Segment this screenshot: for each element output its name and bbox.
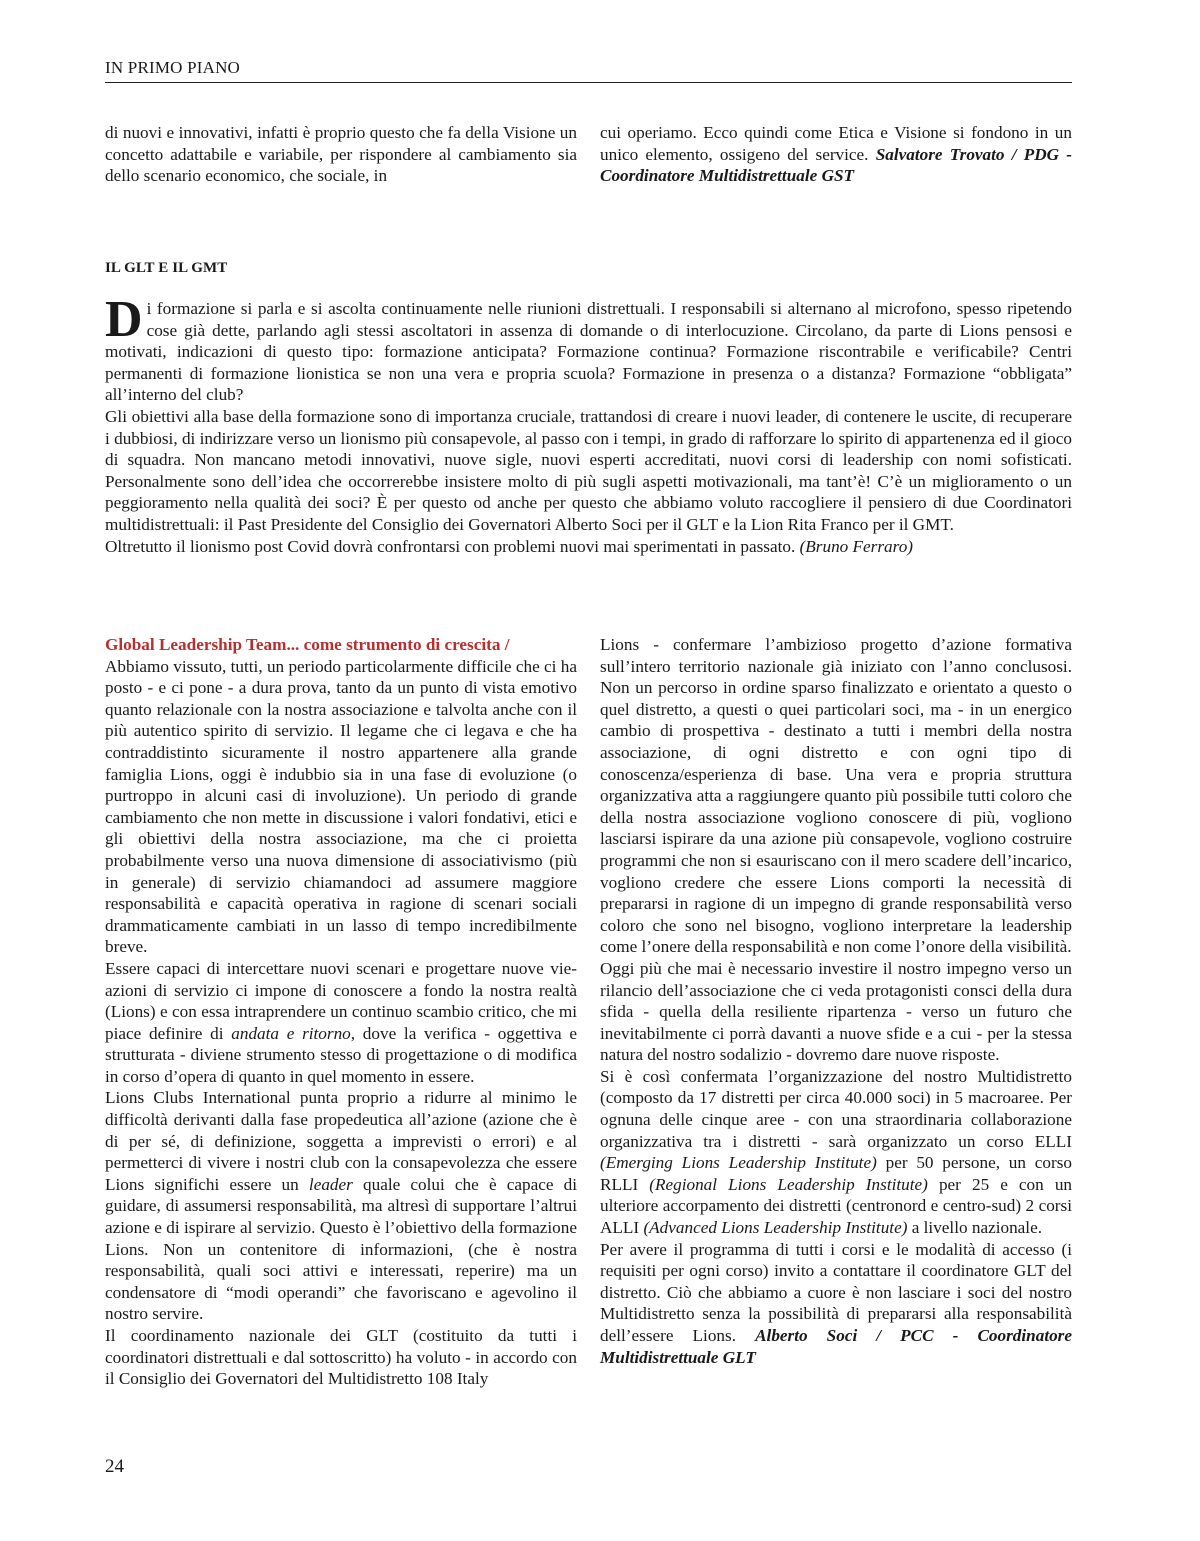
article-left-p3-text-b: quale colui che è capace di guidare, di assumersi responsabilità, ma altresì di supportare l’altrui azione e di ispirare al servizio. Questo è l’obiettivo della formazione Lions. Non un contenitore di informazioni, (che è nostra responsabilità, quali soci attivi e interessati, reperire) ma un condensatore di “modi operandi” che favoriscano e agevolino il nostro servire.	[105, 1174, 578, 1324]
intro-paragraph-3	[105, 536, 1072, 558]
intro-paragraph-1-text: i formazione si parla e si ascolta continuamente nelle riunioni distrettuali. I responsabili si alternano al microfono, spesso ripetendo cose già dette, parlando agli stessi ascoltatori in assenza di domande o di interlocuzione. Circolano, da parte di Lions pensosi e motivati, indicazioni di questo tipo: formazione anticipata? Formazione continua? Formazione riscontrabile e verificabile? Centri permanenti di formazione lionistica se non una vera e propria scuola? Formazione in presenza o a distanza? Formazione “obbligata” all’interno del club?	[105, 299, 1072, 405]
header-rule	[105, 82, 1072, 83]
article-right-paragraph-3	[600, 1066, 1072, 1239]
article-right-paragraph-4	[600, 1239, 1072, 1369]
article-left-p2-text-b: , dove la verifica - oggettiva e strutturata - diviene strumento stesso di progettazione o di modifica in corso d’opera di quanto in quel momento in essere.	[105, 1023, 578, 1086]
top-right-text: cui operiamo. Ecco quindi come Etica e Visione si fondono in un unico elemento, ossigeno del service.	[600, 123, 1072, 164]
article-right-p3-text-b: per 50 persone, un corso RLLI	[600, 1153, 1072, 1194]
article-right-signoff: Alberto Soci / PCC - Coordinatore Multidistrettuale GLT	[600, 1326, 1073, 1367]
page-number: 24	[105, 1456, 124, 1477]
top-left-column	[105, 122, 577, 187]
article-left-p2-italic: andata e ritorno	[231, 1023, 351, 1043]
article-right-paragraph-1: Lions - confermare l’ambizioso progetto d’azione formativa sull’intero territorio nazionale già iniziato con l’anno conclusosi. Non un percorso in ordine sparso finalizzato e orientato a questo o quel distretto, a questi o quei particolari soci, ma - in un energico cambio di prospettiva - destinato a tutti i membri della nostra associazione, di ogni distretto e con ogni tipo di conoscenza/esperienza di base. Una vera e propria struttura organizzativa atta a raggiungere quanto più possibile tutti coloro che della nostra associazione vogliono conoscere di più, vogliono lasciarsi ispirare da una azione più consapevole, vogliono costruire programmi che non si esauriscano con il mero scadere dell’incarico, vogliono credere che essere Lions comporti la necessità di prepararsi in ragione di un impegno di grande responsabilità verso coloro che sono nel bisogno, vogliono interpretare la leadership come l’onere della responsabilità e non come l’onore della visibilità.	[600, 635, 1072, 957]
article-left-column	[105, 634, 577, 1390]
article-right-p4-text: Per avere il programma di tutti i corsi e le modalità di accesso (i requisiti per ogni corso) invito a contattare il coordinatore GLT del distretto. Ciò che abbiamo a cuore è non lasciare i soci del nostro Multidistretto senza la possibilità di prepararsi alla responsabilità dell’essere Lions.	[600, 1239, 1072, 1345]
article-right-p3-italic-3: (Advanced Lions Leadership Institute)	[643, 1218, 908, 1238]
article-columns	[105, 634, 1072, 1390]
article-right-paragraph-2: Oggi più che mai è necessario investire il nostro impegno verso un rilancio dell’associazione che ci veda protagonisti consci della dura sfida - quella della resiliente ripartenza - verso un futuro che inevitabilmente ci porrà davanti a nuove sfide e a cui - per la stessa natura del nostro sodalizio - dovremo dare nuove risposte.	[600, 958, 1072, 1065]
article-right-p3-italic-1: (Emerging Lions Leadership Institute)	[600, 1153, 877, 1173]
article-left-paragraph-3	[105, 1087, 577, 1325]
intro-paragraph-2: Gli obiettivi alla base della formazione sono di importanza cruciale, trattandosi di creare i nuovi leader, di contenere le uscite, di recuperare i dubbiosi, di indirizzare verso un lionismo più consapevole, al passo con i tempi, in grado di rafforzare lo spirito di appartenenza ed il gioco di squadra. Non mancano metodi innovativi, nuove sigle, nuovi esperti accreditati, nuovi corsi di leadership con nomi sofisticati. Personalmente sono dell’idea che occorrerebbe insistere molto di più sugli aspetti motivazionali, ma tant’è! C’è un miglioramento o un peggioramento nella qualità dei soci? È per questo od anche per questo che abbiamo voluto raccogliere il pensiero di due Coordinatori multidistrettuali: il Past Presidente del Consiglio dei Governatori Alberto Soci per il GLT e la Lion Rita Franco per il GMT.	[105, 406, 1072, 534]
article-right-column	[600, 634, 1072, 1390]
article-right-p3-text-d: a livello nazionale.	[911, 1218, 1043, 1238]
article-title: Global Leadership Team... come strumento di crescita /	[105, 635, 510, 654]
magazine-page	[105, 0, 1072, 1541]
running-head: IN PRIMO PIANO	[105, 58, 241, 77]
article-right-p3-text-a: Si è così confermata l’organizzazione del nostro Multidistretto (composto da 17 distretti per circa 40.000 soci) in 5 macroaree. Per ognuna delle cinque aree - con una straordinaria collaborazione organizzativa tra i distretti - sarà organizzato un corso ELLI	[600, 1066, 1072, 1151]
intro-paragraph-3-text: Oltretutto il lionismo post Covid dovrà confrontarsi con problemi nuovi mai sperimentati in passato.	[105, 536, 796, 556]
top-right-column	[600, 122, 1072, 187]
top-right-paragraph	[600, 122, 1072, 187]
article-right-p3-italic-2: (Regional Lions Leadership Institute)	[649, 1174, 928, 1194]
article-right-p3-text-c: per 25 e con un ulteriore accorpamento dei distretti (centronord e centro-sud) 2 corsi ALLI	[600, 1174, 1073, 1238]
drop-cap: D	[105, 291, 143, 348]
article-left-paragraph-4: Il coordinamento nazionale dei GLT (costituito da tutti i coordinatori distrettuali e dal sottoscritto) ha voluto - in accordo con il Consiglio dei Governatori del Multidistretto 108 Italy	[105, 1326, 577, 1389]
article-left-paragraph-2	[105, 958, 577, 1088]
section-intro	[105, 291, 1072, 557]
top-left-paragraph: di nuovi e innovativi, infatti è proprio questo che fa della Visione un concetto adattabile e variabile, per rispondere al cambiamento sia dello scenario economico, che sociale, in	[105, 123, 577, 186]
article-left-p3-italic: leader	[308, 1174, 353, 1194]
article-left-p3-text-a: Lions Clubs International punta proprio a ridurre al minimo le difficoltà derivanti dalla fase propedeutica all’azione (azione che è di per sé, di definizione, soggetta a imprevisti o errori) e al permetterci di vivere i nostri club con la consapevolezza che essere Lions significhi essere un	[105, 1088, 577, 1194]
article-left-p2-text-a: Essere capaci di intercettare nuovi scenari e progettare nuove vie-azioni di servizio ci impone di conoscere a fondo la nostra realtà (Lions) e con essa intraprendere un continuo scambio critico, che mi piace definire di	[105, 958, 577, 1043]
article-left-paragraph-1: Abbiamo vissuto, tutti, un periodo particolarmente difficile che ci ha posto - e ci pone - a dura prova, tanto da un punto di vista emotivo quanto relazionale con la nostra associazione e talvolta anche con il più autentico spirito di servizio. Il legame che ci legava e che ha contraddistinto sicuramente il nostro appartenere alla grande famiglia Lions, oggi è indubbio sia in una fase di evoluzione (o purtroppo in alcuni casi di involuzione). Un periodo di grande cambiamento che non mette in discussione i valori fondativi, etici e gli obiettivi della nostra associazione, ma che ci proietta probabilmente verso una nuova dimensione di associativismo (più in generale) di servizio chiamandoci ad assumere maggiore responsabilità e capacità operativa in ragione di scenari sociali drammaticamente cambiati in un lasso di tempo incredibilmente breve.	[105, 656, 577, 957]
intro-paragraph-1	[105, 291, 1072, 406]
intro-author: (Bruno Ferraro)	[799, 536, 914, 556]
top-columns	[105, 122, 1072, 187]
top-right-signoff: Salvatore Trovato / PDG - Coordinatore Multidistrettuale GST	[600, 144, 1073, 186]
section-title: IL GLT E IL GMT	[105, 260, 228, 276]
